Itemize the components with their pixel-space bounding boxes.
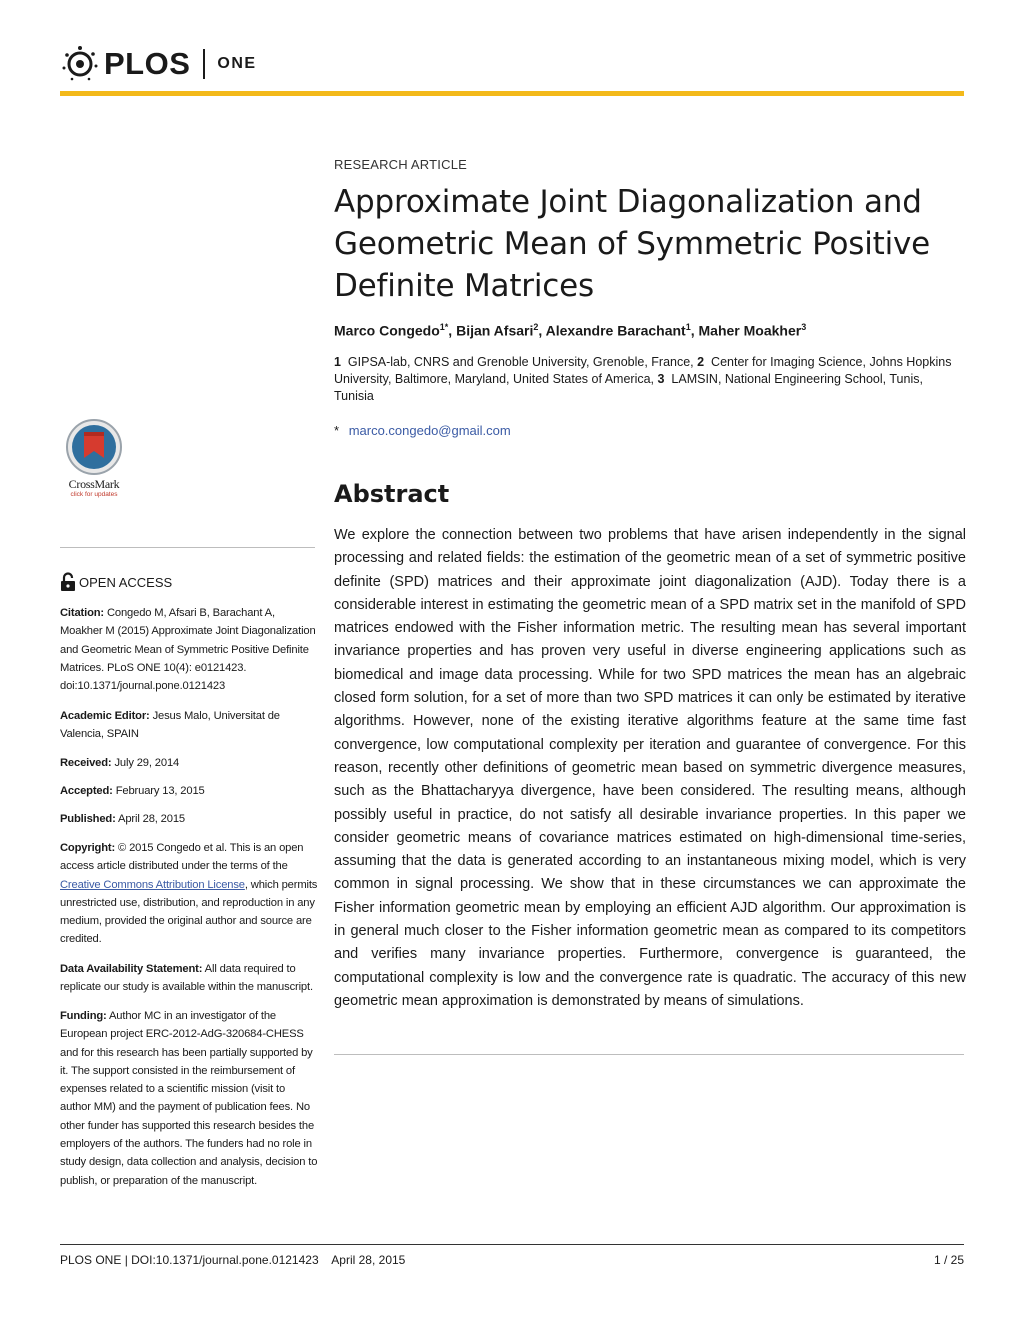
- affiliation-number: 3: [657, 372, 665, 386]
- logo-divider: [203, 49, 205, 79]
- journal-name: PLOS: [104, 46, 191, 81]
- abstract-text: We explore the connection between two problems that have arisen independently in the signal processing and related fields: the estimation of the geometric mean of a set of symmetric positive definite (SPD) matrices and their approximate joint diagonalization (AJD). Today there is a considerable interest in estimating the geometric mean of a SPD matrix set in the manifold of SPD matrices endowed with the Fisher information metric. The resulting mean has several important invariance properties and has proven very useful in diverse engineering applications such as biomedical and image data processing. While for two SPD matrices the mean has an algebraic closed form solution, for a set of more than two SPD matrices it can only be estimated by iterative algorithms. However, none of the existing iterative algorithms feature at the same time fast convergence, low computational complexity per iteration and guarantee of convergence. For this reason, recently other definitions of geometric mean based on symmetric divergence measures, such as the Bhattacharyya divergence, have been considered. The resulting means, although possibly useful in practice, do not satisfy all desirable invariance properties. In this paper we consider geometric means of covariance matrices estimated on high-dimensional time-series, assuming that the data is generated according to an instantaneous mixing model, which is very common in signal processing. We show that in these circumstances we can approximate the Fisher information geometric mean by employing an efficient AJD algorithm. Our approximation is in general much closer to the Fisher information geometric mean as compared to its competitors and verifies many invariance properties. Furthermore, convergence is guaranteed, the computational complexity is low and the convergence rate is quadratic. The accuracy of this new geometric mean approximation is demonstrated by means of simulations.: [334, 527, 966, 1009]
- crossmark-sublabel: click for updates: [70, 491, 118, 498]
- data-availability-label: Data Availability Statement:: [60, 963, 203, 975]
- academic-editor-block: [60, 707, 318, 744]
- accepted-date: February 13, 2015: [115, 785, 205, 797]
- funding-text: Author MC in an investigator of the European project ERC-2012-AdG-320684-CHESS and for this research has been partially supported by it. The support consisted in the reimbursement of expenses related to a scientific mission (visit to author MM) and the payment of publication fees. No other funder has supported this research besides the employers of the authors. The funders had no role in study design, data collection and analysis, decision to publish, or preparation of the manuscript.: [60, 1010, 318, 1187]
- received-date: July 29, 2014: [114, 757, 180, 769]
- footer-citation: PLOS ONE | DOI:10.1371/journal.pone.0121423 April 28, 2015: [60, 1253, 406, 1267]
- funding-label: Funding:: [60, 1010, 107, 1022]
- abstract-divider: [334, 1054, 964, 1055]
- copyright-text: © 2015 Congedo et al. This is an open access article distributed under the terms of the: [60, 842, 304, 873]
- affiliation-text: GIPSA-lab, CNRS and Grenoble University, Grenoble, France,: [347, 355, 694, 369]
- license-link[interactable]: Creative Commons Attribution License: [60, 878, 245, 891]
- accepted-block: [60, 782, 318, 800]
- funding-block: [60, 1007, 318, 1190]
- citation-label: Citation:: [60, 607, 105, 619]
- academic-editor-label: Academic Editor:: [60, 710, 150, 722]
- published-date: April 28, 2015: [118, 813, 185, 825]
- crossmark-label: CrossMark: [68, 477, 120, 491]
- author-affiliation-mark: 1: [685, 322, 691, 332]
- author-name: Alexandre Barachant: [545, 322, 686, 339]
- article-type: RESEARCH ARTICLE: [334, 157, 467, 172]
- data-availability-block: [60, 960, 318, 997]
- author-list: Marco Congedo$^{1*}$, Bijan Afsari$^2$, Alexandre Barachant$^1$, Maher Moakher$^3$: [334, 322, 807, 339]
- open-lock-icon: [60, 572, 76, 592]
- affiliation-text: Center for Imaging Science, Johns Hopkins University, Baltimore, Maryland, United States of America,: [334, 355, 952, 386]
- copyright-block: [60, 839, 318, 949]
- copyright-label: Copyright:: [60, 842, 116, 854]
- page-number: 1 / 25: [933, 1253, 964, 1267]
- footer-rule: [60, 1244, 964, 1245]
- corresponding-author: [334, 423, 511, 438]
- crossmark-icon: [65, 418, 123, 476]
- copyright-text-end: , which permits unrestricted use, distribution, and reproduction in any medium, provided the original author and source are credited.: [60, 878, 318, 946]
- author-name: Marco Congedo: [334, 322, 440, 339]
- author-affiliation-mark: 2: [533, 322, 539, 332]
- sidebar-divider: [60, 547, 315, 548]
- received-label: Received:: [60, 757, 112, 769]
- author-name: Bijan Afsari: [456, 322, 534, 339]
- author-name: Maher Moakher: [698, 322, 802, 339]
- crossmark-badge[interactable]: [62, 418, 126, 498]
- citation-text: Congedo M, Afsari B, Barachant A, Moakher M (2015) Approximate Joint Diagonalization and Geometric Mean of Symmetric Positive Definite Matrices. PLoS ONE 10(4): e0121423. doi:10.1371/journal.pone.0121423: [60, 607, 316, 693]
- affiliation-number: 1: [334, 355, 341, 369]
- received-block: [60, 754, 318, 772]
- header-rule: [60, 91, 964, 96]
- plos-logo-icon: [60, 44, 100, 84]
- corresponding-email-link[interactable]: marco.congedo@gmail.com: [348, 423, 511, 438]
- article-title: Approximate Joint Diagonalization and Geometric Mean of Symmetric Positive Definite Matrices: [334, 184, 930, 304]
- published-block: [60, 810, 318, 828]
- abstract-heading: Abstract: [334, 480, 450, 508]
- open-access-label: OPEN ACCESS: [79, 574, 173, 590]
- data-availability-text: All data required to replicate our study is available within the manuscript.: [60, 963, 313, 994]
- journal-sub-name: ONE: [217, 55, 257, 72]
- accepted-label: Accepted:: [60, 785, 113, 797]
- academic-editor-text: Jesus Malo, Universitat de Valencia, SPAIN: [60, 710, 280, 741]
- affiliation-number: 2: [697, 355, 705, 369]
- journal-logo[interactable]: [60, 44, 257, 84]
- affiliations: [334, 354, 964, 405]
- author-affiliation-mark: 3: [801, 322, 807, 332]
- open-access-badge: [60, 572, 172, 592]
- citation-block: [60, 604, 318, 695]
- author-affiliation-mark: 1*: [439, 322, 449, 332]
- published-label: Published:: [60, 813, 116, 825]
- affiliation-text: LAMSIN, National Engineering School, Tunis, Tunisia: [334, 372, 923, 403]
- corresponding-mark: *: [334, 423, 340, 438]
